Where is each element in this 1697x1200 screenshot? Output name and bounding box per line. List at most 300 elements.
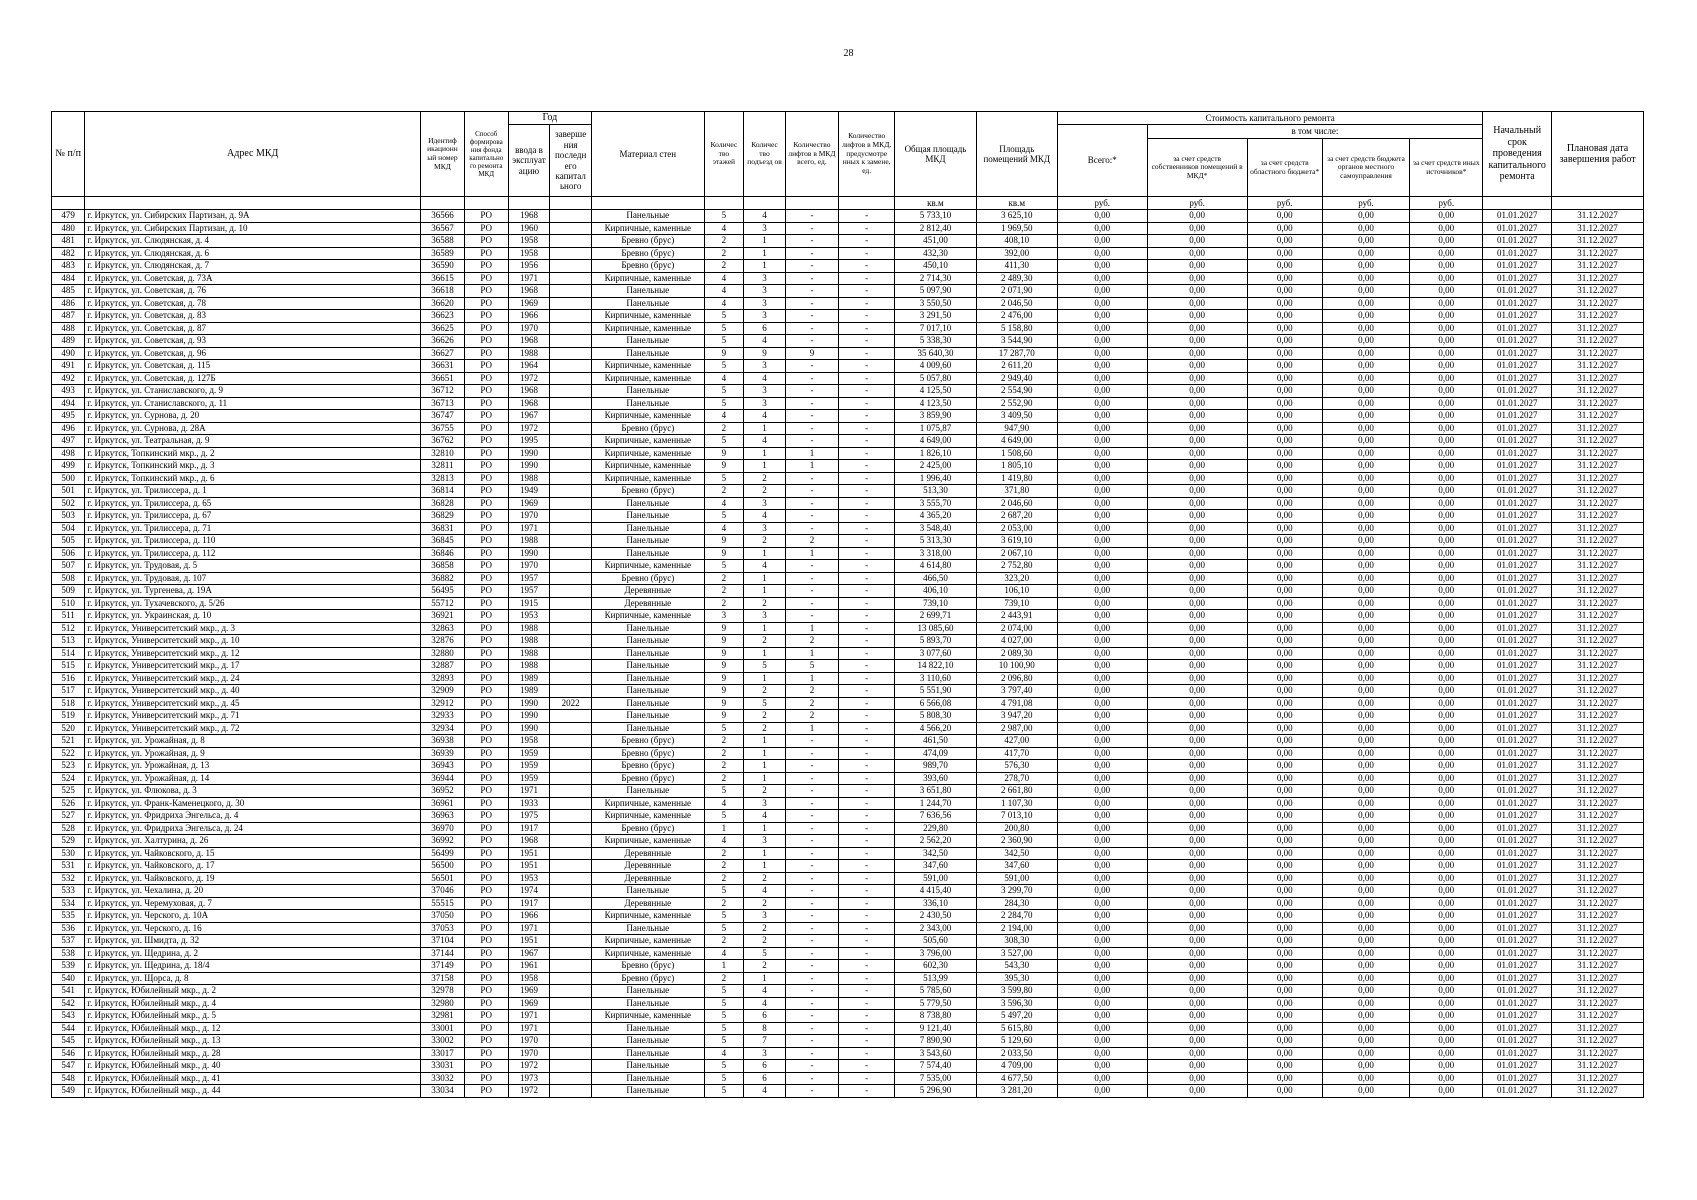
cell-cost-local: 0,00	[1322, 685, 1410, 698]
cell-year: 1917	[508, 822, 550, 835]
cell-area-premises: 2 611,20	[976, 360, 1057, 373]
cell-lifts: -	[785, 310, 838, 323]
cell-cost-total: 0,00	[1057, 910, 1147, 923]
cell-last-repair	[550, 560, 592, 573]
cell-lifts: 1	[785, 547, 838, 560]
table-row	[52, 297, 1644, 310]
cell-year: 1959	[508, 772, 550, 785]
cell-floors: 5	[704, 310, 744, 323]
cell-method: РО	[464, 422, 508, 435]
cell-cost-other: 0,00	[1410, 547, 1483, 560]
cell-lifts-replace: -	[839, 985, 895, 998]
cell-cost-other: 0,00	[1410, 235, 1483, 248]
cell-cost-owners: 0,00	[1147, 985, 1247, 998]
cell-num: 541	[52, 985, 85, 998]
cell-method: РО	[464, 485, 508, 498]
table-row	[52, 735, 1644, 748]
cell-cost-local: 0,00	[1322, 910, 1410, 923]
cell-num: 517	[52, 685, 85, 698]
cell-floors: 2	[704, 935, 744, 948]
cell-entrances: 3	[744, 397, 786, 410]
table-body	[52, 210, 1644, 1098]
cell-cost-region: 0,00	[1247, 1072, 1322, 1085]
cell-cost-total: 0,00	[1057, 347, 1147, 360]
table-row	[52, 710, 1644, 723]
cell-area-total: 505,60	[895, 935, 976, 948]
cell-year: 1971	[508, 522, 550, 535]
cell-cost-other: 0,00	[1410, 1047, 1483, 1060]
cell-area-premises: 411,30	[976, 260, 1057, 273]
cell-entrances: 1	[744, 235, 786, 248]
cell-last-repair	[550, 672, 592, 685]
cell-lifts: -	[785, 885, 838, 898]
cell-cost-local: 0,00	[1322, 522, 1410, 535]
cell-lifts: -	[785, 972, 838, 985]
cell-area-premises: 4 027,00	[976, 635, 1057, 648]
cell-num: 548	[52, 1072, 85, 1085]
cell-method: РО	[464, 597, 508, 610]
cell-lifts: -	[785, 322, 838, 335]
cell-start: 01.01.2027	[1483, 635, 1552, 648]
cell-year: 1966	[508, 910, 550, 923]
cell-start: 01.01.2027	[1483, 410, 1552, 423]
cell-floors: 5	[704, 335, 744, 348]
cell-wall: Панельные	[592, 647, 705, 660]
cell-entrances: 2	[744, 597, 786, 610]
cell-start: 01.01.2027	[1483, 697, 1552, 710]
cell-cost-owners: 0,00	[1147, 872, 1247, 885]
cell-lifts: -	[785, 772, 838, 785]
cell-id: 32933	[421, 710, 465, 723]
cell-cost-owners: 0,00	[1147, 435, 1247, 448]
cell-id: 36590	[421, 260, 465, 273]
cell-id: 55712	[421, 597, 465, 610]
cell-wall: Бревно (брус)	[592, 235, 705, 248]
cell-lifts-replace: -	[839, 947, 895, 960]
cell-area-total: 2 714,30	[895, 272, 976, 285]
cell-end: 31.12.2027	[1552, 822, 1644, 835]
cell-area-total: 3 859,90	[895, 410, 976, 423]
cell-area-premises: 395,30	[976, 972, 1057, 985]
cell-address: г. Иркутск, Юбилейный мкр., д. 5	[85, 1010, 421, 1023]
cell-cost-total: 0,00	[1057, 297, 1147, 310]
cell-cost-region: 0,00	[1247, 935, 1322, 948]
cell-year: 1958	[508, 235, 550, 248]
cell-cost-total: 0,00	[1057, 447, 1147, 460]
cell-lifts-replace: -	[839, 872, 895, 885]
cell-entrances: 3	[744, 310, 786, 323]
cell-num: 504	[52, 522, 85, 535]
cell-entrances: 6	[744, 1010, 786, 1023]
cell-end: 31.12.2027	[1552, 360, 1644, 373]
cell-cost-total: 0,00	[1057, 535, 1147, 548]
cell-method: РО	[464, 535, 508, 548]
cell-end: 31.12.2027	[1552, 535, 1644, 548]
cell-lifts-replace: -	[839, 210, 895, 223]
cell-num: 512	[52, 622, 85, 635]
cell-cost-other: 0,00	[1410, 485, 1483, 498]
cell-entrances: 3	[744, 835, 786, 848]
cell-id: 36712	[421, 385, 465, 398]
cell-cost-other: 0,00	[1410, 997, 1483, 1010]
cell-cost-total: 0,00	[1057, 922, 1147, 935]
cell-start: 01.01.2027	[1483, 847, 1552, 860]
cell-lifts-replace: -	[839, 1085, 895, 1098]
cell-num: 508	[52, 572, 85, 585]
cell-cost-total: 0,00	[1057, 1085, 1147, 1098]
cell-floors: 2	[704, 585, 744, 598]
cell-end: 31.12.2027	[1552, 947, 1644, 960]
cell-area-premises: 739,10	[976, 597, 1057, 610]
cell-area-premises: 4 649,00	[976, 435, 1057, 448]
cell-cost-owners: 0,00	[1147, 260, 1247, 273]
col-cost-other: за счет средств иных источников*	[1410, 139, 1483, 197]
cell-entrances: 3	[744, 222, 786, 235]
cell-last-repair	[550, 247, 592, 260]
cell-wall: Деревянные	[592, 847, 705, 860]
unit-cost-other: руб.	[1410, 197, 1483, 210]
cell-cost-region: 0,00	[1247, 910, 1322, 923]
cell-id: 32863	[421, 622, 465, 635]
cell-cost-local: 0,00	[1322, 1085, 1410, 1098]
cell-area-premises: 408,10	[976, 235, 1057, 248]
cell-cost-total: 0,00	[1057, 272, 1147, 285]
cell-entrances: 3	[744, 385, 786, 398]
cell-cost-owners: 0,00	[1147, 522, 1247, 535]
cell-lifts-replace: -	[839, 797, 895, 810]
cell-last-repair	[550, 510, 592, 523]
cell-area-total: 3 543,60	[895, 1047, 976, 1060]
cell-entrances: 4	[744, 410, 786, 423]
table-row	[52, 585, 1644, 598]
cell-area-premises: 947,90	[976, 422, 1057, 435]
cell-cost-local: 0,00	[1322, 810, 1410, 823]
cell-id: 36963	[421, 810, 465, 823]
cell-end: 31.12.2027	[1552, 1085, 1644, 1098]
cell-cost-other: 0,00	[1410, 535, 1483, 548]
cell-lifts-replace: -	[839, 460, 895, 473]
cell-entrances: 4	[744, 560, 786, 573]
cell-cost-owners: 0,00	[1147, 335, 1247, 348]
table-row	[52, 535, 1644, 548]
cell-end: 31.12.2027	[1552, 885, 1644, 898]
cell-area-premises: 2 949,40	[976, 372, 1057, 385]
cell-cost-other: 0,00	[1410, 335, 1483, 348]
cell-cost-total: 0,00	[1057, 672, 1147, 685]
cell-floors: 2	[704, 235, 744, 248]
cell-num: 525	[52, 785, 85, 798]
cell-method: РО	[464, 247, 508, 260]
cell-last-repair	[550, 222, 592, 235]
cell-end: 31.12.2027	[1552, 660, 1644, 673]
cell-lifts-replace: -	[839, 247, 895, 260]
cell-entrances: 3	[744, 610, 786, 623]
cell-method: РО	[464, 835, 508, 848]
cell-start: 01.01.2027	[1483, 797, 1552, 810]
cell-start: 01.01.2027	[1483, 222, 1552, 235]
cell-method: РО	[464, 772, 508, 785]
cell-area-premises: 4 677,50	[976, 1072, 1057, 1085]
cell-wall: Кирпичные, каменные	[592, 935, 705, 948]
cell-cost-other: 0,00	[1410, 785, 1483, 798]
cell-entrances: 4	[744, 885, 786, 898]
unit-area-total: кв.м	[895, 197, 976, 210]
table-row	[52, 985, 1644, 998]
cell-cost-region: 0,00	[1247, 247, 1322, 260]
cell-entrances: 5	[744, 947, 786, 960]
cell-start: 01.01.2027	[1483, 985, 1552, 998]
cell-last-repair	[550, 722, 592, 735]
cell-cost-owners: 0,00	[1147, 1022, 1247, 1035]
cell-cost-other: 0,00	[1410, 1010, 1483, 1023]
cell-end: 31.12.2027	[1552, 210, 1644, 223]
cell-area-total: 2 562,20	[895, 835, 976, 848]
cell-entrances: 4	[744, 1085, 786, 1098]
table-row	[52, 935, 1644, 948]
cell-area-total: 3 651,80	[895, 785, 976, 798]
cell-wall: Кирпичные, каменные	[592, 435, 705, 448]
cell-num: 505	[52, 535, 85, 548]
cell-floors: 2	[704, 260, 744, 273]
cell-cost-region: 0,00	[1247, 860, 1322, 873]
cell-address: г. Иркутск, ул. Украинская, д. 10	[85, 610, 421, 623]
cell-year: 1966	[508, 310, 550, 323]
cell-cost-total: 0,00	[1057, 422, 1147, 435]
cell-area-total: 3 555,70	[895, 497, 976, 510]
cell-method: РО	[464, 1085, 508, 1098]
cell-wall: Панельные	[592, 985, 705, 998]
cell-num: 495	[52, 410, 85, 423]
cell-lifts: -	[785, 910, 838, 923]
cell-cost-owners: 0,00	[1147, 997, 1247, 1010]
cell-entrances: 6	[744, 1060, 786, 1073]
cell-cost-local: 0,00	[1322, 622, 1410, 635]
cell-cost-local: 0,00	[1322, 347, 1410, 360]
cell-area-premises: 5 129,60	[976, 1035, 1057, 1048]
cell-year: 1988	[508, 635, 550, 648]
cell-id: 33002	[421, 1035, 465, 1048]
cell-area-total: 4 566,20	[895, 722, 976, 735]
cell-area-premises: 591,00	[976, 872, 1057, 885]
cell-lifts: -	[785, 560, 838, 573]
cell-wall: Панельные	[592, 510, 705, 523]
cell-lifts: -	[785, 522, 838, 535]
cell-year: 1964	[508, 360, 550, 373]
cell-area-total: 8 738,80	[895, 1010, 976, 1023]
cell-area-premises: 2 067,10	[976, 547, 1057, 560]
cell-floors: 5	[704, 510, 744, 523]
cell-cost-owners: 0,00	[1147, 360, 1247, 373]
cell-area-premises: 2 554,90	[976, 385, 1057, 398]
table-row	[52, 860, 1644, 873]
cell-method: РО	[464, 372, 508, 385]
cell-start: 01.01.2027	[1483, 1010, 1552, 1023]
cell-cost-owners: 0,00	[1147, 1047, 1247, 1060]
cell-end: 31.12.2027	[1552, 297, 1644, 310]
cell-id: 32912	[421, 697, 465, 710]
cell-id: 36747	[421, 410, 465, 423]
cell-address: г. Иркутск, ул. Чайковского, д. 15	[85, 847, 421, 860]
cell-method: РО	[464, 872, 508, 885]
cell-cost-local: 0,00	[1322, 285, 1410, 298]
cell-end: 31.12.2027	[1552, 335, 1644, 348]
cell-start: 01.01.2027	[1483, 522, 1552, 535]
cell-cost-other: 0,00	[1410, 622, 1483, 635]
cell-start: 01.01.2027	[1483, 310, 1552, 323]
cell-cost-region: 0,00	[1247, 1047, 1322, 1060]
cell-start: 01.01.2027	[1483, 1022, 1552, 1035]
cell-end: 31.12.2027	[1552, 435, 1644, 448]
cell-method: РО	[464, 710, 508, 723]
cell-method: РО	[464, 735, 508, 748]
cell-area-premises: 323,20	[976, 572, 1057, 585]
cell-cost-total: 0,00	[1057, 685, 1147, 698]
cell-cost-total: 0,00	[1057, 572, 1147, 585]
col-cost-owners: за счет средств собственников помещений в МКД*	[1147, 139, 1247, 197]
cell-area-total: 591,00	[895, 872, 976, 885]
cell-area-premises: 2 752,80	[976, 560, 1057, 573]
cell-cost-total: 0,00	[1057, 1022, 1147, 1035]
cell-id: 56500	[421, 860, 465, 873]
cell-cost-total: 0,00	[1057, 247, 1147, 260]
cell-start: 01.01.2027	[1483, 747, 1552, 760]
cell-cost-other: 0,00	[1410, 497, 1483, 510]
cell-year: 1951	[508, 860, 550, 873]
cell-area-total: 7 636,56	[895, 810, 976, 823]
cell-area-total: 466,50	[895, 572, 976, 585]
cell-cost-other: 0,00	[1410, 910, 1483, 923]
cell-cost-total: 0,00	[1057, 472, 1147, 485]
cell-end: 31.12.2027	[1552, 847, 1644, 860]
cell-entrances: 1	[744, 735, 786, 748]
cell-cost-local: 0,00	[1322, 585, 1410, 598]
cell-cost-region: 0,00	[1247, 685, 1322, 698]
cell-entrances: 3	[744, 522, 786, 535]
cell-method: РО	[464, 435, 508, 448]
cell-cost-region: 0,00	[1247, 297, 1322, 310]
cell-cost-region: 0,00	[1247, 897, 1322, 910]
cell-num: 488	[52, 322, 85, 335]
cell-year: 1970	[508, 1035, 550, 1048]
cell-last-repair	[550, 785, 592, 798]
cell-method: РО	[464, 560, 508, 573]
cell-year: 1953	[508, 872, 550, 885]
cell-cost-local: 0,00	[1322, 797, 1410, 810]
cell-address: г. Иркутск, Юбилейный мкр., д. 28	[85, 1047, 421, 1060]
cell-cost-region: 0,00	[1247, 472, 1322, 485]
cell-cost-other: 0,00	[1410, 685, 1483, 698]
col-including: в том числе:	[1147, 125, 1483, 139]
cell-method: РО	[464, 522, 508, 535]
cell-cost-region: 0,00	[1247, 1010, 1322, 1023]
cell-start: 01.01.2027	[1483, 385, 1552, 398]
cell-num: 496	[52, 422, 85, 435]
table-row	[52, 285, 1644, 298]
cell-area-total: 1 075,87	[895, 422, 976, 435]
cell-last-repair	[550, 535, 592, 548]
cell-entrances: 1	[744, 247, 786, 260]
cell-year: 1971	[508, 1022, 550, 1035]
cell-method: РО	[464, 1047, 508, 1060]
cell-cost-total: 0,00	[1057, 385, 1147, 398]
cell-start: 01.01.2027	[1483, 210, 1552, 223]
cell-wall: Кирпичные, каменные	[592, 810, 705, 823]
cell-area-total: 3 318,00	[895, 547, 976, 560]
cell-end: 31.12.2027	[1552, 647, 1644, 660]
cell-year: 1972	[508, 1060, 550, 1073]
cell-lifts-replace: -	[839, 660, 895, 673]
cell-cost-local: 0,00	[1322, 460, 1410, 473]
cell-id: 36944	[421, 772, 465, 785]
cell-cost-owners: 0,00	[1147, 797, 1247, 810]
cell-address: г. Иркутск, ул. Советская, д. 76	[85, 285, 421, 298]
cell-floors: 4	[704, 285, 744, 298]
cell-lifts: -	[785, 822, 838, 835]
cell-area-premises: 10 100,90	[976, 660, 1057, 673]
cell-end: 31.12.2027	[1552, 1010, 1644, 1023]
cell-cost-local: 0,00	[1322, 1072, 1410, 1085]
cell-cost-other: 0,00	[1410, 422, 1483, 435]
cell-last-repair	[550, 772, 592, 785]
cell-num: 533	[52, 885, 85, 898]
cell-floors: 5	[704, 1072, 744, 1085]
cell-lifts-replace: -	[839, 785, 895, 798]
cell-lifts: 2	[785, 685, 838, 698]
cell-cost-region: 0,00	[1247, 985, 1322, 998]
cell-start: 01.01.2027	[1483, 760, 1552, 773]
cell-end: 31.12.2027	[1552, 747, 1644, 760]
cell-id: 36566	[421, 210, 465, 223]
cell-floors: 5	[704, 810, 744, 823]
cell-cost-owners: 0,00	[1147, 610, 1247, 623]
cell-address: г. Иркутск, Юбилейный мкр., д. 2	[85, 985, 421, 998]
cell-floors: 9	[704, 635, 744, 648]
cell-id: 36939	[421, 747, 465, 760]
cell-year: 1972	[508, 372, 550, 385]
cell-id: 36627	[421, 347, 465, 360]
cell-wall: Кирпичные, каменные	[592, 947, 705, 960]
cell-end: 31.12.2027	[1552, 735, 1644, 748]
cell-cost-total: 0,00	[1057, 522, 1147, 535]
cell-cost-local: 0,00	[1322, 247, 1410, 260]
cell-cost-total: 0,00	[1057, 810, 1147, 823]
cell-cost-other: 0,00	[1410, 697, 1483, 710]
cell-cost-local: 0,00	[1322, 335, 1410, 348]
cell-address: г. Иркутск, ул. Слюдянская, д. 6	[85, 247, 421, 260]
cell-area-total: 347,60	[895, 860, 976, 873]
cell-area-total: 342,50	[895, 847, 976, 860]
cell-area-total: 461,50	[895, 735, 976, 748]
cell-cost-total: 0,00	[1057, 560, 1147, 573]
cell-start: 01.01.2027	[1483, 485, 1552, 498]
cell-start: 01.01.2027	[1483, 610, 1552, 623]
cell-lifts: -	[785, 897, 838, 910]
cell-area-total: 4 365,20	[895, 510, 976, 523]
cell-cost-owners: 0,00	[1147, 347, 1247, 360]
cell-end: 31.12.2027	[1552, 422, 1644, 435]
cell-cost-total: 0,00	[1057, 372, 1147, 385]
cell-last-repair	[550, 622, 592, 635]
cell-lifts-replace: -	[839, 697, 895, 710]
cell-id: 36846	[421, 547, 465, 560]
cell-start: 01.01.2027	[1483, 835, 1552, 848]
cell-id: 32934	[421, 722, 465, 735]
cell-method: РО	[464, 997, 508, 1010]
cell-address: г. Иркутск, Юбилейный мкр., д. 12	[85, 1022, 421, 1035]
cell-cost-region: 0,00	[1247, 422, 1322, 435]
cell-entrances: 3	[744, 360, 786, 373]
cell-cost-other: 0,00	[1410, 385, 1483, 398]
